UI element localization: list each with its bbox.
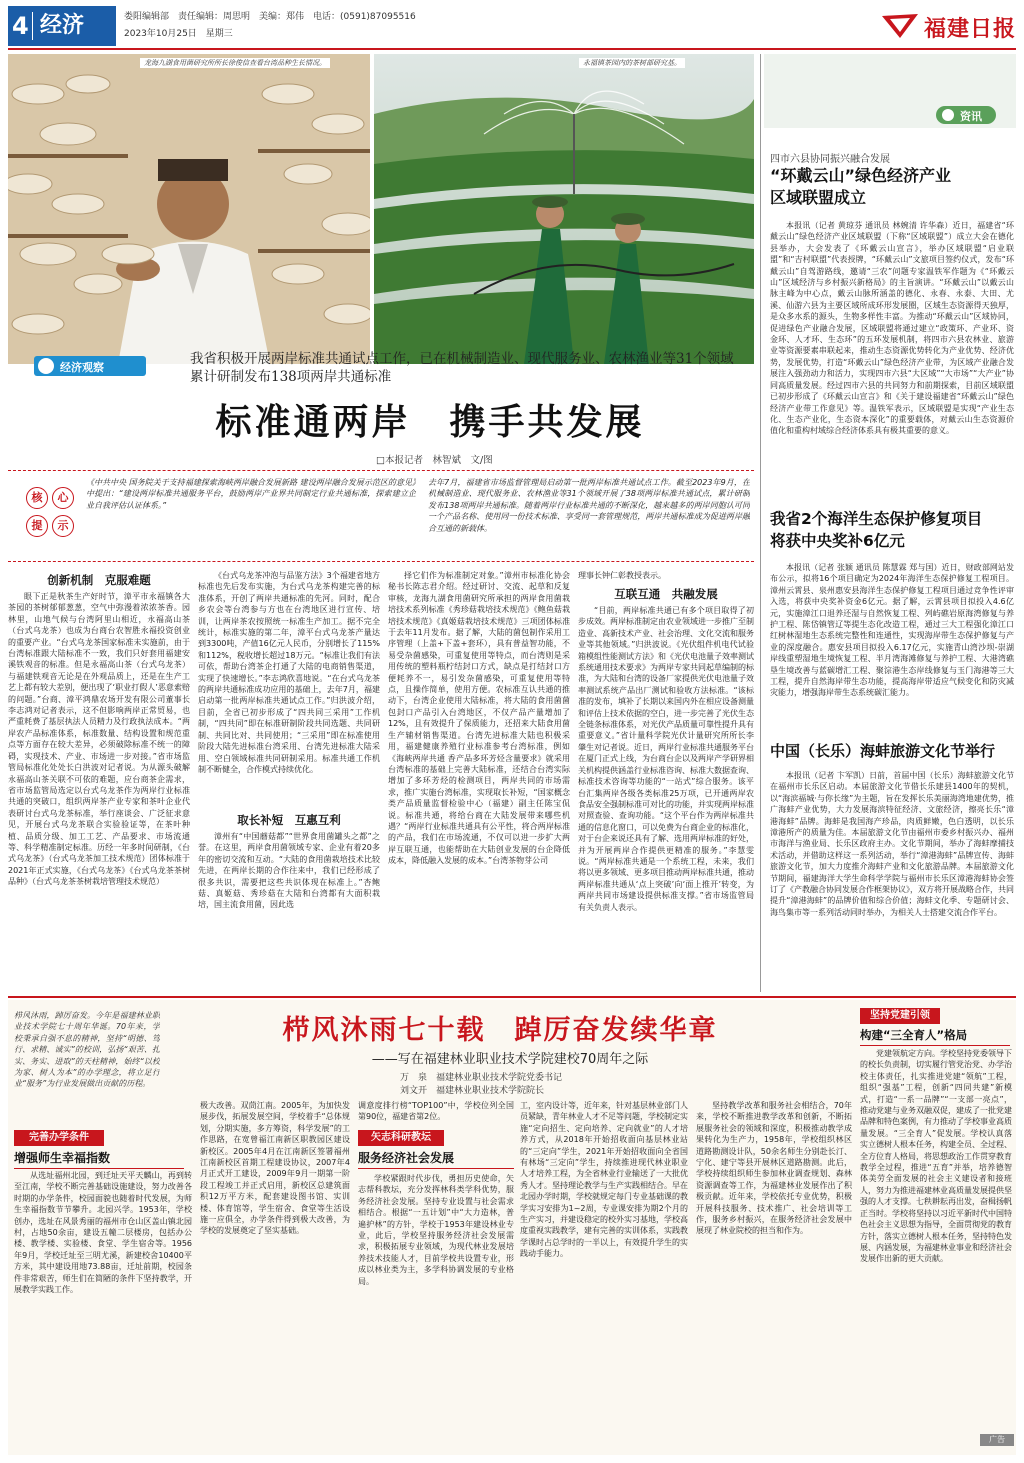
paper-name: 福建日报	[924, 16, 1017, 42]
feature-mid-tag: 矢志科研教坛	[358, 1130, 444, 1146]
feature-author-2: 刘文开 福建林业职业技术学院院长	[400, 1086, 545, 1096]
header-divider	[32, 12, 33, 40]
feature-col-d-text: 坚持教学改革和服务社会相结合，70年来，学校不断推进教学改革和创新，不断拓展服务社会的领域和深度，积极推动教学成果转化为生产力，1958年，学校组织林区道路勘测设计队，50余名师生分别赴长汀、宁化、建宁等县开展林区道路勘测。此后，学校持续组织师生参加林业调查规划、森林资源调查等工作，为福建林业发展作出了积极贡献。近年来，学校依托专业优势，积极开展科技服务、技术推广、社会培训等工作，服务乡村振兴，在服务经济社会发展中展现了林业院校的担当和作为。	[696, 1101, 852, 1236]
section-title: 经济	[40, 13, 85, 38]
right-bottom-headline: 中国（长乐）海蚌旅游文化节举行	[770, 742, 996, 760]
core-hint-text-2: 去年7月，福建省市场监督管理局启动第一批两岸标准共通试点工作。截至2023年9月，在机械制造业、现代服务业、农林渔业等31个领域开展了38项两岸标准共通试点，累计研制发布138项两岸共通标准。随着两岸行业标准共通的不断深化，越来越多的两岸同胞认可同一个产品名称、使用同一份技术标准、享受同一套管理规范，两岸共通标准成为促进两岸融合互通的新载体。	[428, 478, 750, 533]
lead-col4b-text: “目前，两岸标准共通已有多个项目取得了初步成效。两岸标准制定由农业领域进一步推广至制造业、高新技术产业、社会治理、文化交流和服务业等其他领域。”归洪波说。《光伏组件机电代试验箱模组性能测试方法》和《光伏电池量子效率测试系统通用技术要求》为两岸专家共同起草编制的标准，为大陆和台湾的设备厂家提供光伏电池量子效率测试系统产品出厂测试和验收方法标准。“该标准的发布，填补了长期以来国内外在相应设备测量和评估上技术依据的空白，进一步完善了光伏生态全链条标准体系，对光伏产品质量可靠性提升具有重要意义。”省计量科学院光伏计量研究所所长李肇生对记者说。近日，两岸行业标准共通服务平台在厦门正式上线，为台商台企以及两岸产学研界相关机构提供涵盖行业标准咨询、标准大数据查询、标准技术咨询等功能的“一站式”综合服务。该平台汇集两岸各级各类标准25万项，已开通两岸农食品安全强制标准可对比的功能，并实现两岸标准对照查验、查询功能。“这个平台作为两岸标准共通的信息化窗口，可以免费为台商企业的标准化，对于台企来说还具有了解、选用两岸标准的好处，并为开展两岸合作提供更精准的服务。”李慧雯说。“两岸标准共通是一个系统工程，未来，我们将以更多领域、更多项目推动两岸标准共通，推动两岸标准共通从‘点上突破’向‘面上推开’转变，为两岸共同市场建设提供标准支撑。”省市场监管局有关负责人表示。	[578, 606, 754, 912]
news-brief-header	[764, 54, 1016, 128]
right-column-divider	[760, 54, 761, 992]
feature-mid-text-2: 调意度排行榜“TOP100”中，学校位列全国第90位，福建省第2位。	[358, 1101, 514, 1122]
right-top-kicker: 四市六县协同振兴融合发展	[770, 154, 890, 165]
left-photo-caption: 龙海九湖食用菌研究所所长徐俊信查看台湾品种生长情况。	[140, 58, 330, 68]
lead-subhead-3: 互联互通 共融发展	[614, 587, 718, 601]
mushroom-researcher-photo	[8, 54, 370, 364]
tea-garden-photo	[374, 54, 754, 364]
right-mid-headline-2: 将获中央奖补6亿元	[770, 532, 905, 550]
feature-left-text: 从选址福州北园，到迁址天平天麟山，再到转至江南，学校不断完善基础设施建设，努力改善各时期的办学条件，校园面貌也随着时代发展，为师生幸福指数节节攀升。北园兴学。1953年，学校创办，选址在风景秀丽的福州市仓山区盖山镇北园村，占地50余亩，建设五幢二层楼房，包括办公楼、教学楼、实验楼、食堂、学生宿舍等。1956年9月，学校迁址至三明尤溪，新建校舍10400平方米，其中建设用地73.88亩，迁址前期，校园条件非常艰苦，师生们在简陋的条件下坚持教学，开展教学实践工作。	[14, 1171, 192, 1295]
lead-col3-text: 择它们作为标准制定对象。”漳州市标准化协会秘书长陈志君介绍。经过研讨、交流、起草和反复审核，龙海九湖食用菌研究所承担的两岸食用菌栽培技术系列标准《秀珍菇栽培技术规范》《鲍鱼菇栽培技术规范》《真姬菇栽培技术规范》三项团体标准于去年11月发布。据了解，大陆的菌包制作采用工序管理（上盖+下盖+套环），具有普益智功能，不易受杂菌感染，可重复使用等特点，而台湾则是采用传统的塑料瓶柠结封口方式，缺点是打结封口方便耗养不一，易引发杂菌感染，可重复使用等特点，且操作简单，使用方便。农标准互认共通的推动下，台湾企业使用大陆标准，将大陆的食用菌菌包封口产品引入台湾地区，不仅产品产量增加了12%，且有效提升了保质能力，还招来大陆食用菌生产辅材销售渠道。台湾先进标准大陆也积极采用，福建健康养殖行业标准参考台湾标准，例如《海峡两岸共通 香产品多环芳烃含量要求》就采用台湾标准的基础上完善大陆标准，还结合台湾实际增加了多环芳烃的检测项目，两岸共同的市场需求，推广实施台湾标准，实现取长补短，“国家概念类产品质量监督检验中心（福建）副主任陈宝侃说。标准共通，将给台商在大陆发展带来哪些机遇？“两岸行业标准共通具有公平性，将合两岸标准的产品，我们在市场流通，不仅可以进一步扩大两岸互联互通，也能帮助在大陆创业发展的台企降低成本，降低融入发展的成本。”台湾茶物芽公司	[388, 571, 570, 866]
lead-column-2	[198, 570, 380, 981]
right-top-body: 本报讯（记者 黄琼芬 通讯员 林婉清 许华森）近日，福建省“环戴云山”绿色经济产业区域联盟（下称“区域联盟”）成立大会在德化县举办，大会发表了《环戴云山宣言》，举办区域联盟“启业联盟”和“吉村联盟”代表授牌，“环戴云山”文旅项目签约仪式，发布“环戴云山”自驾游路线，邀请“三农”问题专家温铁军作题为《“环戴云山”区域经济与乡村振兴新格局》的主旨演讲。“环戴云山”以戴云山脉主峰为中心点，戴云山脉所涵盖的德化、永春、永泰、大田、尤溪、仙游六县为主要区域所成环形发展圈，区域生态资源得天独厚，是众多水系的源头，生物多样性丰富。为推动“环戴云山”区域协同，促进绿色产业融合发展，区域联盟将通过建立“政策环、产业环、资金环、人才环、生态环”的五环发展机制，将四市六县农林业、旅游业等资源要素串联起来，推动生态资源优势转化为产业优势、经济优势，发展优势，打造“环戴云山”绿色经济产业带，为区域产业融合发展注入强劲动力和活力，实现四市六县“大区域”“大市场”“大产业”协同高质量发展。经过四市六县的共同努力和前期探索，目前区域联盟已初步形成了《环戴云山宣言》和《关于建设福建省“环戴云山”绿色经济产业带工作意见》等。温铁军表示，区域联盟是实现“产业生态化、生态产业化，生态资本深化”的重要载体，对戴云山生态资源价值化和重构村域综合经济体系具有极其重要的意义。	[770, 221, 1014, 436]
right-mid-headline-1: 我省2个海洋生态保护修复项目	[770, 510, 983, 528]
feature-intro: 栉风沐雨，踔厉奋发。今年是福建林业职业技术学院七十周年华诞。70年来，学校秉承自强不息的精神，坚持“明德、笃行、求精、诚实”的校训，弘扬“艰苦、扎实、务实、进取”的天柱精神，始终“以校为家、树人为本”的办学理念，将立足行业“服务”为行业发展做出贡献的历程。	[14, 1011, 160, 1089]
advertisement-label: 广告	[980, 1434, 1014, 1446]
right-top-headline-2: 区域联盟成立	[770, 188, 867, 207]
core-hint-box	[8, 470, 754, 562]
core-hint-char-3: 提	[26, 515, 48, 537]
lead-column-3	[388, 570, 570, 990]
lead-col2-text: 《台式乌龙茶冲泡与品鉴方法》3个福建省地方标准也先后发布实施，为台式乌龙茶构建完善的标准体系，开创了两岸共通标准的先河。同时，配合乡农会等台湾参与方也在台湾地区进行宣传、培训，让两岸茶农按照统一标准生产加工。据不完全统计，标准实施的第二年，漳平台式乌龙茶产量达到3300吨，产值16亿元人民币，分别增长了115%和112%，税收增长超过18万元。“标准让我们有法可依，帮助台湾茶企打通了大陆的电商销售渠道，实现了快速增长。”李志鸿欣喜地说。“在台式乌龙茶的两岸共通标准成功应用的基础上，去年7月，福建启动第一批两岸标准共通试点工作。”归洪波介绍，目前，全省已初步形成了“四共同三采用”工作机制，“四共同”即在标准研制阶段共同选题、共同研制、共同比对、共同使用；“三采用”即在标准使用阶段大陆先进标准台湾采用、台湾先进标准大陆采用、空白领域标准共同研制采用。标准共通工作机制不断健全，合作模式持续优化。	[198, 571, 380, 774]
tag-dot-icon	[38, 358, 54, 374]
lead-col4-text: 理事长钟仁彰教授表示。	[578, 571, 666, 580]
economy-observation-tag: 经济观察	[34, 356, 146, 376]
section-header-box	[8, 6, 116, 46]
lead-headline: 标准通两岸 携手共发展	[215, 401, 645, 443]
feature-left-subhead: 增强师生幸福指数	[14, 1149, 184, 1169]
feature-mid-subhead: 服务经济社会发展	[358, 1149, 514, 1169]
feature-left-tag: 完善办学条件	[14, 1130, 104, 1146]
newspaper-logo	[880, 10, 1018, 42]
mushroom-shelves-illustration	[8, 54, 370, 364]
feature-mid-text-1: 极大改善。双茼江南。2005年，为加快发展步伐，拓展发展空间，学校着手“总体规划，分期实施，多方筹资，科学发展”的工作思路，在宽曾福江南新区职教园区建设新校区。2005年4月在江南新区签署福州江南新校区首期工程建设协议，2007年4月正式开工建设，2009年9月一期第一阶段工程竣工并正式启用，新校区总建筑面积12万平方米，配套建设图书馆、实训楼、体育馆等，学生宿舍、食堂等生活设施一应俱全，办学条件得到极大改善，为学校的发展奠定了坚实基础。	[200, 1101, 350, 1236]
lead-subhead-2: 取长补短 互惠互利	[237, 813, 341, 827]
feature-headline: 栉风沐雨七十载 踔厉奋发续华章	[282, 1015, 718, 1046]
lead-col1-text: 眼下正是秋茶生产好时节，漳平市永福镇各大茶园的茶树郁郁葱葱，空气中弥漫着浓浓茶香。园林里，山地气候与台湾阿里山相近，永福高山茶（台式乌龙茶）也成为台商台农智胜永福投资创业的重要产业。“台式乌龙茶国家标准未实施前，由于台湾标准跟大陆标准不一致，我们只好套用福建安溪铁观音的标准。但是永福高山茶（台式乌龙茶）与福建铁观音无论是在外观品质上，还是在生产工艺上都有较大差别，便出现了‘职业打假人’恶意索赔的问题。”台商、漳平鸿鼎农场开发有限公司董事长李志鸿对记者表示，这不但影响两岸正常贸易，也严重耗费了基层执法人员精力及行政执法成本。“两岸农产品标准体系，标准数量、结构设置和规范重点等方面存在较大差异，必须破除标准不统一的障碍，实现技术、产业、市场进一步对接。”省市场监管局标准化处处长白洪波对记者说。为从源头破解永福高山茶关联不可依的难题，应台商茶企需求，省市场监管局选定以台式乌龙茶作为两岸行业标准共通的突破口，组织两岸茶产业专家和茶叶企业代表研讨台式乌龙茶标准，举行座谈会、广泛征求意见，开展台式乌龙茶联合实验验证等，在茶叶种植、品质分级、加工工艺、产品要求、市场流通等、科学精准制定标准。历经一年多时间研制，《台式乌龙茶》（台式乌龙茶加工技术规范）团体标准于2021年正式实施，《台式乌龙茶》《台式乌龙茶茶树品种》（台式乌龙茶茶树栽培管理技术规范）	[8, 592, 190, 887]
page-number: 4	[12, 12, 29, 40]
right-mid-body: 本报讯（记者 张颖 通讯员 陈慧霖 郑与国）近日，财政部网站发布公示，拟将16个项目确定为2024年海洋生态保护修复工程项目。漳州云霄县、泉州惠安县海洋生态保护修复工程项目通过竞争性评审入选，将获中央奖补资金6亿元。据了解，云霄县项目拟投入4.6亿元，实施漳江口退养还湿与自然恢复工程、列屿礁岩原海湾修复与养护工程、陈岱镇管辽等提生态化改造工程，通过三大工程强化漳江口红树林湿地生态系统完整性和连通性，实现海岸带生态保护修复与产业的深度融合。惠安县项目拟投入6.17亿元，实施青山湾沙坝-崇湖岸线重塑湿地生境恢复工程、半月湾海滩修复与养护工程、大港湾礁垦生境改善与蓝碳增汇工程、聚淙港生态岸线修复与玉门海港等三大工程，提升自然海岸带生态功能，提高海岸带适应气候变化和防灾减灾能力，增强海岸带生态系统碳汇能力。	[770, 563, 1014, 698]
lead-byline: □本报记者 林智斌 文/图	[376, 455, 493, 466]
right-photo-caption: 永福镇茶园内的茶树部研究基。	[579, 58, 685, 68]
lead-deck: 我省积极开展两岸标准共通试点工作，已在机械制造业、现代服务业、农林渔业等31个领域累计研制发布138项两岸共通标准	[190, 351, 734, 385]
lead-column-1	[8, 568, 190, 1011]
feature-right-subhead: 构建“三全育人”格局	[860, 1027, 1010, 1046]
feature-col-c-text: 工，室内设计等，近年来，针对基层林业部门人员紧缺，青年林业人才不足等问题，学校制定实施“定向招生、定向培养、定向就业”的人才培养方式，从2018年开始招收面向基层林业站的“三定向”学生，2021年开始招收面向全省国有林场“三定向”学生，持续推进现代林业职业人才培养工程，为全省林业行业输送了一大批优秀人才。坚持理论教学与生产实践相结合。早在北园办学时期，学校就规定每门专业基础课的教学实习安排为1~2周，专业课安排为期2个月的生产实习，并建设稳定的校外实习基地，学校高度重视实践教学，建有完善的实训体系，实践教学课时占总学时的一半以上，有效提升学生的实践动手能力。	[520, 1101, 688, 1259]
lead-subhead-1: 创新机制 克服难题	[47, 573, 151, 587]
logo-emblem-icon	[880, 10, 920, 40]
news-brief-dot-icon	[942, 109, 954, 121]
core-hint-char-1: 核	[26, 487, 48, 509]
header-rule	[8, 48, 1016, 50]
core-hint-text-1: 《中共中央 国务院关于支持福建探索海峡两岸融合发展新路 建设两岸融合发展示范区的意见》中提出：“建设两岸标准共通服务平台，鼓励两岸产业界共同制定行业共通标准，探索建立企业自我评估认证体系。”	[86, 478, 416, 510]
feature-mid-text-2b: 学校紧跟时代步伐，勇担历史使命，矢志帮科教坛，充分发挥林科类学科优势，服务经济社会发展。坚持专业设置与社会需求相结合。根据“一五计划”中“大力造林，普遍护林”的方针，学校于1953年建设林业专业，此后，学校坚持服务经济社会发展需求，积极拓展专业领域，为现代林业发展培养技术技能人才，目前学校共设置专业，形成以林业类为主，多学科协调发展的专业格局。	[358, 1174, 514, 1286]
lead-column-4	[578, 570, 754, 991]
lead-col2b-text: 漳州有“中国蘑菇都”“世界食用菌罐头之都”之誉。在这里，两岸食用菌领域专家、企业有着20多年的密切交流和互动。“大陆的食用菌栽培技术比较先进，在两岸长期的合作往来中，我们已经形成了很多共识，需要把这些共识体现在标准上。”杏鲍菇、真姬菇、秀珍菇在大陆和台湾都有大面积栽培，国主流食用菌，因此选	[198, 832, 380, 910]
tea-garden-illustration	[374, 54, 754, 364]
feature-right-text: 党建领航定方向。学校坚持党委领导下的校长负责制，切实履行管党治党、办学治校主体责任，扎实推进党建“领航”工程，组织“强基”工程，创新“四同共建”新模式，打造“一系一品牌”“一支部一亮点”，推动党建与业务双融双促，建成了一批党建品牌和特色案例，有力推动了学校事业高质量发展。“三全育人”促发展。学校认真落实立德树人根本任务，构建全员、全过程、全方位育人格局，将思想政治工作贯穿教育教学全过程，推进“五育”并举，培养德智体美劳全面发展的社会主义建设者和接班人，努力为推进福建林业高质量发展提供坚强的人才支撑。七秩耕耘再出发，奋楫扬帆正当时。学校将坚持以习近平新时代中国特色社会主义思想为指导，全面贯彻党的教育方针，落实立德树人根本任务，坚持特色发展、内涵发展，为福建林业事业和经济社会发展作出新的更大贡献。	[860, 1049, 1012, 1264]
news-brief-tag: 资讯	[936, 106, 996, 124]
right-bottom-body: 本报讯（记者 卞军凯）日前，首届中国（长乐）海蚌旅游文化节在福州市长乐区启动。本届旅游文化节借长乐建县1400年的契机，以“海滨福城·与你长缘”为主题，旨在发挥长乐美丽海湾地建优势，推广海蚌产业优势，大力发展海滨特征经济、文旅经济，擦亮长乐“漳港海蚌”品牌。海蚌是我国海产珍品，肉质鲜嫩，色白透明，以长乐漳港所产的质量为佳。本届旅游文化节由福州市委乡村振兴办、福州市海洋与渔业局、长乐区政府主办。文化节期间，举办了海蚌摩捕技术活动，并借助这样这一系列活动，举行“漳港海蚌”品牌宣传、海蚌旅游文化节，加大力度推介海蚌产业和文化旅游品牌。本届旅游文化节期间，福建海洋大学生命科学学院与福州市长乐区漳港海蚌协会签订了《产教融合协同发展合作框架协议》，双方将开展战略合作，共同提升“漳港海蚌”的品牌价值和综合价值；海蚌文化季、专题研讨会、海鸟集市等一系列活动同时举办，为相关人士搭建交流合作平台。	[770, 771, 1014, 917]
feature-right-tag: 坚持党建引领	[860, 1008, 940, 1024]
editor-line: 娄阳编辑部 责任编辑：周思明 美编：郑伟 电话：(0591)87095516	[124, 12, 416, 22]
right-top-headline-1: “环戴云山”绿色经济产业	[770, 166, 952, 185]
core-hint-char-4: 示	[52, 515, 74, 537]
core-hint-char-2: 心	[52, 487, 74, 509]
feature-mid-column	[358, 1100, 514, 1459]
feature-subhead: ——写在福建林业职业技术学院建校70周年之际	[371, 1052, 649, 1067]
date-line: 2023年10月25日 星期三	[124, 29, 233, 39]
feature-author-1: 万 泉 福建林业职业技术学院党委书记	[400, 1073, 563, 1083]
feature-top-rule	[8, 996, 1016, 998]
